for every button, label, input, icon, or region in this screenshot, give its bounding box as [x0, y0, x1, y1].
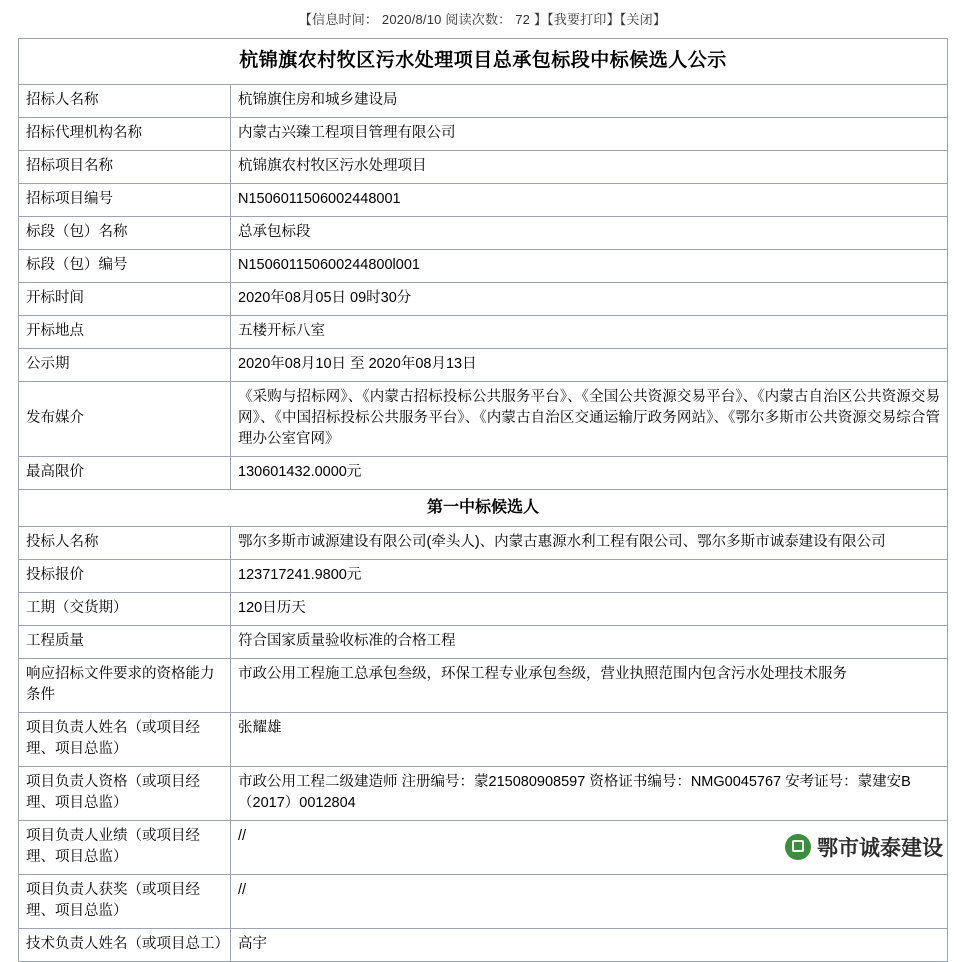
- row-label: 项目负责人业绩（或项目经理、项目总监）: [19, 821, 231, 875]
- row-label: 开标时间: [19, 282, 231, 315]
- row-value: 《采购与招标网》、《内蒙古招标投标公共服务平台》、《全国公共资源交易平台》、《内蒙古自治区公共资源交易网》、《中国招标投标公共服务平台》、《内蒙古自治区交通运输厅政务网站》、《鄂尔多斯市公共资源交易综合管理办公室官网》: [231, 381, 948, 456]
- table-row: [19, 150, 948, 183]
- row-label: 招标代理机构名称: [19, 117, 231, 150]
- table-row: [19, 216, 948, 249]
- table-row: [19, 526, 948, 559]
- row-value: 123717241.9800元: [231, 559, 948, 592]
- row-label: 招标项目编号: [19, 183, 231, 216]
- row-label: 投标报价: [19, 559, 231, 592]
- table-row: [19, 625, 948, 658]
- row-value: N150601150600244800l001: [231, 249, 948, 282]
- row-value: 杭锦旗农村牧区污水处理项目: [231, 150, 948, 183]
- row-label: 项目负责人姓名（或项目经理、项目总监）: [19, 713, 231, 767]
- row-value: 张耀雄: [231, 713, 948, 767]
- table-body: [19, 39, 948, 962]
- row-value: 130601432.0000元: [231, 456, 948, 489]
- table-row: [19, 456, 948, 489]
- row-label: 项目负责人资格（或项目经理、项目总监）: [19, 767, 231, 821]
- row-label: 标段（包）名称: [19, 216, 231, 249]
- table-row: [19, 659, 948, 713]
- row-value: N1506011506002448001: [231, 183, 948, 216]
- row-label: 开标地点: [19, 315, 231, 348]
- row-value: 2020年08月10日 至 2020年08月13日: [231, 348, 948, 381]
- table-row: [19, 592, 948, 625]
- row-value: 杭锦旗住房和城乡建设局: [231, 84, 948, 117]
- row-value: 市政公用工程施工总承包叁级，环保工程专业承包叁级，营业执照范围内包含污水处理技术服务: [231, 659, 948, 713]
- table-row: [19, 559, 948, 592]
- row-value: 内蒙古兴臻工程项目管理有限公司: [231, 117, 948, 150]
- table-row: [19, 315, 948, 348]
- bid-candidate-table: [18, 38, 948, 962]
- table-row: [19, 929, 948, 962]
- row-label: 公示期: [19, 348, 231, 381]
- table-row: [19, 348, 948, 381]
- row-value: 市政公用工程二级建造师 注册编号：蒙215080908597 资格证书编号：NMG0045767 安考证号：蒙建安B（2017）0012804: [231, 767, 948, 821]
- section-header-row: [19, 489, 948, 526]
- table-row: [19, 249, 948, 282]
- table-row: [19, 84, 948, 117]
- table-row: [19, 117, 948, 150]
- table-row: [19, 713, 948, 767]
- table-row: [19, 767, 948, 821]
- row-label: 发布媒介: [19, 381, 231, 456]
- row-value: 五楼开标八室: [231, 315, 948, 348]
- row-value: 2020年08月05日 09时30分: [231, 282, 948, 315]
- document-title: 杭锦旗农村牧区污水处理项目总承包标段中标候选人公示: [19, 39, 948, 85]
- info-meta-text: 【信息时间： 2020/8/10 阅读次数： 72 】【我要打印】【关闭】: [298, 12, 667, 27]
- row-value: 符合国家质量验收标准的合格工程: [231, 625, 948, 658]
- row-value: //: [231, 875, 948, 929]
- row-label: 响应招标文件要求的资格能力条件: [19, 659, 231, 713]
- row-label: 工期（交货期）: [19, 592, 231, 625]
- table-row: [19, 875, 948, 929]
- table-row: [19, 282, 948, 315]
- row-label: 技术负责人姓名（或项目总工）: [19, 929, 231, 962]
- info-meta-bar: [0, 0, 965, 38]
- row-label: 投标人名称: [19, 526, 231, 559]
- table-row: [19, 381, 948, 456]
- row-value: 高宇: [231, 929, 948, 962]
- row-label: 标段（包）编号: [19, 249, 231, 282]
- document-container: [0, 38, 965, 962]
- watermark: [781, 830, 947, 864]
- row-value: //: [231, 821, 948, 875]
- brand-logo-icon: [785, 834, 811, 860]
- row-label: 工程质量: [19, 625, 231, 658]
- row-label: 招标人名称: [19, 84, 231, 117]
- row-label: 招标项目名称: [19, 150, 231, 183]
- row-label: 最高限价: [19, 456, 231, 489]
- section-title-first-candidate: 第一中标候选人: [19, 489, 948, 526]
- row-value: 总承包标段: [231, 216, 948, 249]
- table-row: [19, 183, 948, 216]
- watermark-text: 鄂市诚泰建设: [817, 837, 943, 860]
- row-value: 鄂尔多斯市诚源建设有限公司(牵头人)、内蒙古惠源水利工程有限公司、鄂尔多斯市诚泰建设有限公司: [231, 526, 948, 559]
- row-label: 项目负责人获奖（或项目经理、项目总监）: [19, 875, 231, 929]
- table-title-row: [19, 39, 948, 85]
- row-value: 120日历天: [231, 592, 948, 625]
